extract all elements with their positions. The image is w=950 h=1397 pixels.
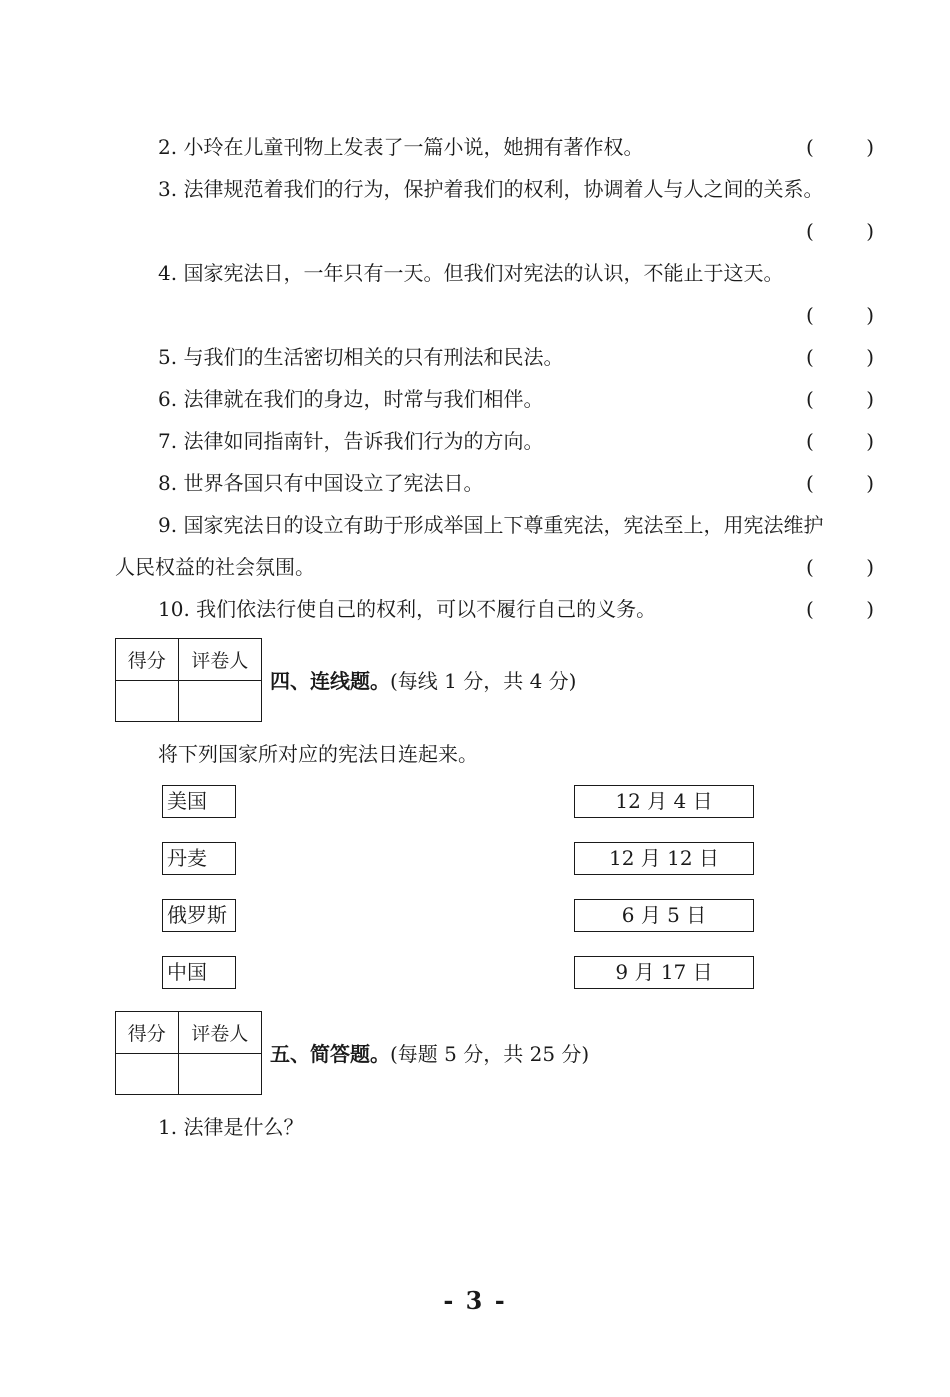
question-9: 9. 国家宪法日的设立有助于形成举国上下尊重宪法，宪法至上，用宪法维护	[158, 513, 824, 537]
section4-heading	[270, 667, 576, 695]
country-russia[interactable]: 俄罗斯	[162, 899, 236, 932]
question-2: 2. 小玲在儿童刊物上发表了一篇小说，她拥有著作权。	[158, 135, 644, 159]
date-dec-12[interactable]: 12 月 12 日	[574, 842, 754, 875]
question-8: 8. 世界各国只有中国设立了宪法日。	[158, 471, 484, 495]
country-usa[interactable]: 美国	[162, 785, 236, 818]
score-table-section5	[115, 1011, 262, 1095]
question-4: 4. 国家宪法日，一年只有一天。但我们对宪法的认识，不能止于这天。	[158, 261, 784, 285]
grader-cell[interactable]	[178, 680, 261, 722]
score-cell[interactable]	[116, 680, 179, 722]
country-china[interactable]: 中国	[162, 956, 236, 989]
grader-label: 评卷人	[178, 639, 261, 681]
section5-heading	[270, 1040, 589, 1068]
section5-title: 五、简答题。	[270, 1042, 390, 1066]
page-number: - 3 -	[443, 1286, 507, 1315]
grader-label: 评卷人	[178, 1012, 261, 1054]
section4-instruction: 将下列国家所对应的宪法日连起来。	[158, 742, 478, 766]
date-dec-4[interactable]: 12 月 4 日	[574, 785, 754, 818]
date-jun-5[interactable]: 6 月 5 日	[574, 899, 754, 932]
score-cell[interactable]	[116, 1053, 179, 1095]
question-5: 5. 与我们的生活密切相关的只有刑法和民法。	[158, 345, 564, 369]
question-3: 3. 法律规范着我们的行为，保护着我们的权利，协调着人与人之间的关系。	[158, 177, 824, 201]
question-10: 10. 我们依法行使自己的权利，可以不履行自己的义务。	[158, 597, 657, 621]
score-table-section4	[115, 638, 262, 722]
question-7: 7. 法律如同指南针，告诉我们行为的方向。	[158, 429, 544, 453]
question-9-continued: 人民权益的社会氛围。	[115, 555, 315, 579]
grader-cell[interactable]	[178, 1053, 261, 1095]
section5-question-1: 1. 法律是什么？	[158, 1115, 304, 1139]
score-label: 得分	[116, 639, 179, 681]
date-sep-17[interactable]: 9 月 17 日	[574, 956, 754, 989]
section4-title: 四、连线题。	[270, 669, 390, 693]
section4-note: (每线 1 分，共 4 分)	[390, 669, 577, 693]
section5-note: (每题 5 分，共 25 分)	[390, 1042, 590, 1066]
country-denmark[interactable]: 丹麦	[162, 842, 236, 875]
question-6: 6. 法律就在我们的身边，时常与我们相伴。	[158, 387, 544, 411]
exam-page: 2. 小玲在儿童刊物上发表了一篇小说，她拥有著作权。 ( ) 3. 法律规范着我们的行为，保护着我们的权利，协调着人与人之间的关系。 ( ) 4. 国家宪法日，一年只有一天。但我们对宪法的认识，不能止于这天。 ( ) 5. 与我们的生活密切相关的只有刑法和民法。 ( ) 6. 法律就在我们的身边，时常与我们相伴。 ( ) 7. 法律如同指南针，告诉我们行为的方向。 ( ) 8. 世界各国只有中国设立了宪法日。 ( ) 9. 国家宪法日的设立有助于形成举国上下尊重宪法，宪法至上，用宪法维护 人民权益的社会氛围。 ( ) 10. 我们依法行使自己的权利，可以不履行自己的义务。 ( ) 得分 评卷人 四、连线题。(每线 1 分，共 4 分) 将下列国家所对应的宪法日连起来。 美国 丹麦 俄罗斯 中国 12 月 4 日 12 月 12 日 6 月 5 日 9 月 17 日 得分 评卷人 五、简答题。(每题 5 分，共 25 分) 1. 法律是什么？ - 3 -	[0, 0, 950, 1397]
score-label: 得分	[116, 1012, 179, 1054]
